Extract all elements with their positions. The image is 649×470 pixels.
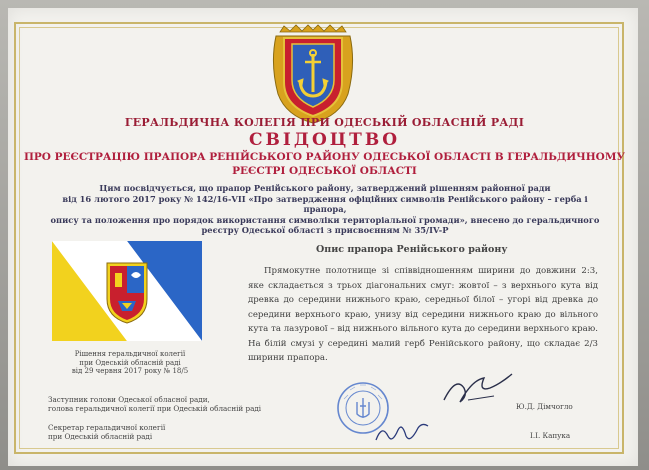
intro-text: [40, 183, 610, 236]
issuer-heading: ГЕРАЛЬДИЧНА КОЛЕГІЯ ПРИ ОДЕСЬКІЙ ОБЛАСНІЙ РАДІ: [124, 116, 525, 129]
flag-description-text: Прямокутне полотнище зі співвідношенням ширини до довжини 2:3, яке складається з трьох діагональних смуг: жовтої – з верхнього кута від древка до середини нижнього краю, середньої білої – угорі від древка до середини верхнього краю, унизу від середини нижнього краю до вільного кута та лазурової – від нижнього вільного кута до середини верхнього краю. На білій смузі у середині малий герб Ренійського району, що складає 2/3 ширини прапора.: [248, 266, 598, 363]
flag-decision-caption: [50, 350, 210, 376]
certificate-subtitle-line1: ПРО РЕЄСТРАЦІЮ ПРАПОРА РЕНІЙСЬКОГО РАЙОНУ ОДЕСЬКОЇ ОБЛАСТІ В ГЕРАЛЬДИЧНОМУ: [24, 151, 625, 163]
deputy-position: [48, 396, 261, 413]
intro-line: від 16 лютого 2017 року № 142/16-VII «Про затвердження офіційних символів Ренійського району – герба і прапора,: [62, 193, 588, 214]
caption-line: від 29 червня 2017 року № 18/5: [71, 367, 189, 375]
coat-of-arms-icon: [272, 24, 354, 124]
certificate-subtitle-line2: РЕЄСТРІ ОДЕСЬКОЇ ОБЛАСТІ: [232, 165, 417, 177]
small-coat-of-arms-icon: [107, 263, 147, 323]
deputy-name: Ю.Д. Дімчогло: [516, 402, 573, 411]
deputy-signature-icon: [438, 370, 518, 410]
deputy-position-line2: голова геральдичної колегії при Одеській обласній раді: [48, 403, 262, 413]
secretary-position-line1: Секретар геральдичної колегії: [48, 423, 166, 432]
reni-raion-flag-image: [52, 241, 202, 341]
deputy-position-line1: Заступник голови Одеської обласної ради,: [48, 395, 210, 404]
secretary-name: І.І. Капука: [530, 431, 571, 440]
caption-line: Рішення геральдичної колегії: [74, 350, 186, 358]
intro-line: Цим посвідчується, що прапор Ренійського району, затверджений рішенням районної ради: [99, 183, 551, 193]
secretary-position-line2: при Одеській обласній раді: [48, 431, 153, 441]
certificate-title: СВІДОЦТВО: [248, 130, 401, 150]
intro-line: опису та положення про порядок використання символіки територіальної громади», внесено до геральдичного: [50, 214, 600, 225]
secretary-position: [48, 424, 165, 441]
flag-description-title: Опис прапора Ренійського району: [316, 244, 508, 255]
caption-line: при Одеській обласній раді: [79, 358, 181, 367]
secretary-signature-icon: [372, 418, 432, 448]
intro-line: реєстру Одеської області з присвоєнням № 35/IV-Р: [201, 225, 449, 235]
